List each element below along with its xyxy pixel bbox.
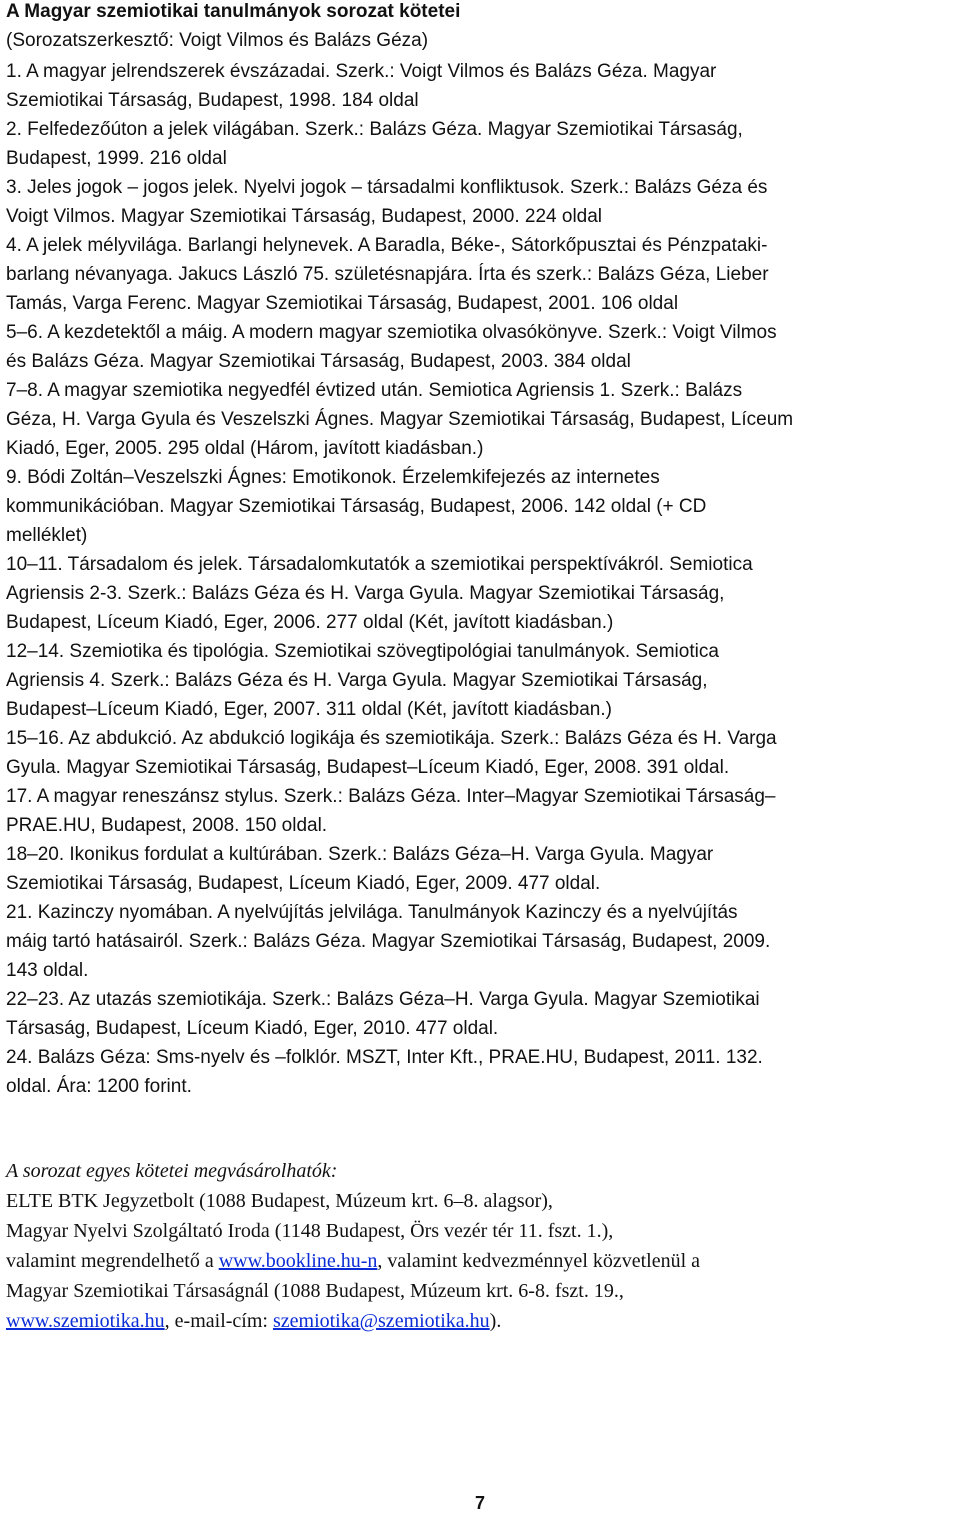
volume-line: Szemiotikai Társaság, Budapest, Líceum Kiadó, Eger, 2009. 477 oldal. <box>6 873 601 894</box>
volume-line: Tamás, Varga Ferenc. Magyar Szemiotikai Társaság, Budapest, 2001. 106 oldal <box>6 293 679 314</box>
volume-line: 12–14. Szemiotika és tipológia. Szemiotikai szövegtipológiai tanulmányok. Semiotica <box>6 641 719 662</box>
availability-title: A sorozat egyes kötetei megvásárolhatók: <box>6 1160 338 1182</box>
volume-line: 17. A magyar reneszánsz stylus. Szerk.: Balázs Géza. Inter–Magyar Szemiotikai Társaság– <box>6 786 776 807</box>
email-link[interactable]: szemiotika@szemiotika.hu <box>272 1310 490 1332</box>
volume-line: oldal. Ára: 1200 forint. <box>6 1076 192 1097</box>
volume-line: melléklet) <box>6 525 88 546</box>
availability-line <box>6 1308 501 1334</box>
volume-line: 4. A jelek mélyvilága. Barlangi helynevek. A Baradla, Béke-, Sátorkőpusztai és Pénzpataki- <box>6 235 768 256</box>
availability-line: ELTE BTK Jegyzetbolt (1088 Budapest, Múzeum krt. 6–8. alagsor), <box>6 1190 553 1212</box>
volume-line: 21. Kazinczy nyomában. A nyelvújítás jelvilága. Tanulmányok Kazinczy és a nyelvújítás <box>6 902 738 923</box>
volume-line: Géza, H. Varga Gyula és Veszelszki Ágnes. Magyar Szemiotikai Társaság, Budapest, Líceum <box>6 409 794 430</box>
volume-line: 24. Balázs Géza: Sms-nyelv és –folklór. MSZT, Inter Kft., PRAE.HU, Budapest, 2011. 132. <box>6 1047 763 1068</box>
volume-line: Budapest, 1999. 216 oldal <box>6 148 227 169</box>
volume-line: 1. A magyar jelrendszerek évszázadai. Szerk.: Voigt Vilmos és Balázs Géza. Magyar <box>6 61 717 82</box>
volume-line: 18–20. Ikonikus fordulat a kultúrában. Szerk.: Balázs Géza–H. Varga Gyula. Magyar <box>6 844 714 865</box>
availability-line <box>6 1248 700 1274</box>
volume-line: Budapest–Líceum Kiadó, Eger, 2007. 311 oldal (Két, javított kiadásban.) <box>6 699 612 720</box>
series-heading: A Magyar szemiotikai tanulmányok sorozat kötetei <box>6 1 461 22</box>
volume-line: máig tartó hatásairól. Szerk.: Balázs Géza. Magyar Szemiotikai Társaság, Budapest, 2009. <box>6 931 771 952</box>
volume-line: 9. Bódi Zoltán–Veszelszki Ágnes: Emotikonok. Érzelemkifejezés az internetes <box>6 467 660 488</box>
volume-line: 7–8. A magyar szemiotika negyedfél évtized után. Semiotica Agriensis 1. Szerk.: Balázs <box>6 380 743 401</box>
volume-line: 3. Jeles jogok – jogos jelek. Nyelvi jogok – társadalmi konfliktusok. Szerk.: Balázs Géza és <box>6 177 768 198</box>
volume-line: Agriensis 2-3. Szerk.: Balázs Géza és H. Varga Gyula. Magyar Szemiotikai Társaság, <box>6 583 725 604</box>
volume-line: 15–16. Az abdukció. Az abdukció logikája és szemiotikája. Szerk.: Balázs Géza és H. Varga <box>6 728 777 749</box>
availability-line: Magyar Szemiotikai Társaságnál (1088 Budapest, Múzeum krt. 6-8. fszt. 19., <box>6 1280 624 1302</box>
volume-line: barlang névanyaga. Jakucs László 75. születésnapjára. Írta és szerk.: Balázs Géza, Lieber <box>6 264 769 285</box>
volume-line: Agriensis 4. Szerk.: Balázs Géza és H. Varga Gyula. Magyar Szemiotikai Társaság, <box>6 670 708 691</box>
volume-line: Kiadó, Eger, 2005. 295 oldal (Három, javított kiadásban.) <box>6 438 484 459</box>
volume-line: Szemiotikai Társaság, Budapest, 1998. 184 oldal <box>6 90 419 111</box>
website-link[interactable]: www.szemiotika.hu <box>6 1310 165 1332</box>
volume-line: 143 oldal. <box>6 960 89 981</box>
volume-line: Voigt Vilmos. Magyar Szemiotikai Társaság, Budapest, 2000. 224 oldal <box>6 206 603 227</box>
volume-line: 10–11. Társadalom és jelek. Társadalomkutatók a szemiotikai perspektívákról. Semiotica <box>6 554 753 575</box>
volume-line: PRAE.HU, Budapest, 2008. 150 oldal. <box>6 815 328 836</box>
volume-line: Budapest, Líceum Kiadó, Eger, 2006. 277 oldal (Két, javított kiadásban.) <box>6 612 614 633</box>
availability-text: ). <box>489 1310 502 1332</box>
volume-line: kommunikációban. Magyar Szemiotikai Társaság, Budapest, 2006. 142 oldal (+ CD <box>6 496 707 517</box>
availability-line: Magyar Nyelvi Szolgáltató Iroda (1148 Budapest, Örs vezér tér 11. fszt. 1.), <box>6 1220 614 1242</box>
volume-line: Társaság, Budapest, Líceum Kiadó, Eger, 2010. 477 oldal. <box>6 1018 499 1039</box>
availability-text: , e-mail-cím: <box>164 1310 273 1332</box>
page-number: 7 <box>474 1493 485 1513</box>
volume-line: és Balázs Géza. Magyar Szemiotikai Társaság, Budapest, 2003. 384 oldal <box>6 351 631 372</box>
volume-line: 22–23. Az utazás szemiotikája. Szerk.: Balázs Géza–H. Varga Gyula. Magyar Szemiotikai <box>6 989 760 1010</box>
availability-text: , valamint kedvezménnyel közvetlenül a <box>377 1250 701 1272</box>
volume-line: 2. Felfedezőúton a jelek világában. Szerk.: Balázs Géza. Magyar Szemiotikai Társaság, <box>6 119 743 140</box>
volume-line: Gyula. Magyar Szemiotikai Társaság, Budapest–Líceum Kiadó, Eger, 2008. 391 oldal. <box>6 757 730 778</box>
series-editors: (Sorozatszerkesztő: Voigt Vilmos és Balázs Géza) <box>6 30 429 51</box>
volume-line: 5–6. A kezdetektől a máig. A modern magyar szemiotika olvasókönyve. Szerk.: Voigt Vilmos <box>6 322 777 343</box>
availability-text: valamint megrendelhető a <box>6 1250 219 1272</box>
bookline-link[interactable]: www.bookline.hu-n <box>218 1250 378 1272</box>
